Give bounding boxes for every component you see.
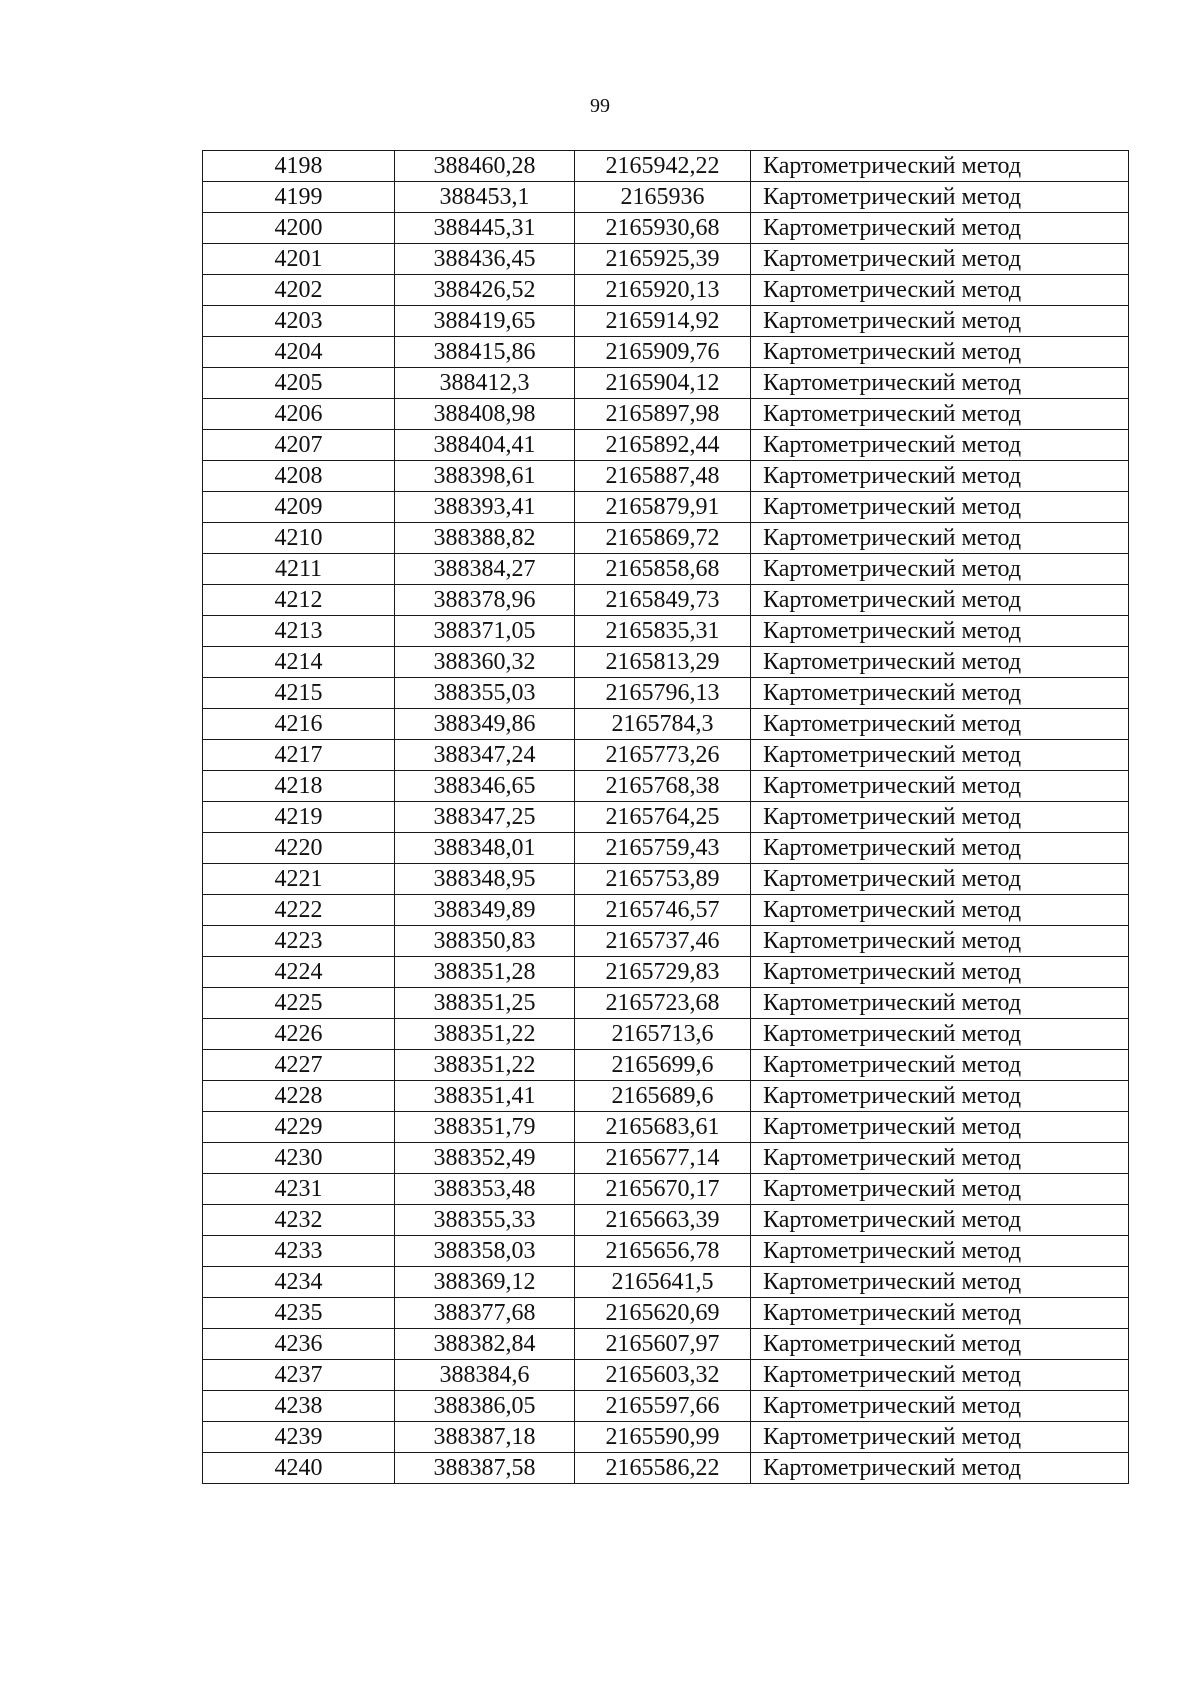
y-coordinate-cell: 2165607,97 (575, 1329, 751, 1360)
table-row (203, 1236, 1129, 1267)
y-coordinate-cell: 2165586,22 (575, 1453, 751, 1484)
method-cell: Картометрический метод (751, 1453, 1129, 1484)
method-cell: Картометрический метод (751, 988, 1129, 1019)
method-cell: Картометрический метод (751, 957, 1129, 988)
method-cell: Картометрический метод (751, 492, 1129, 523)
y-coordinate-cell: 2165729,83 (575, 957, 751, 988)
point-number-cell: 4221 (203, 864, 395, 895)
point-number-cell: 4234 (203, 1267, 395, 1298)
method-cell: Картометрический метод (751, 1360, 1129, 1391)
table-row (203, 1267, 1129, 1298)
table-row (203, 709, 1129, 740)
x-coordinate-cell: 388358,03 (395, 1236, 575, 1267)
table-row (203, 182, 1129, 213)
method-cell: Картометрический метод (751, 1236, 1129, 1267)
x-coordinate-cell: 388415,86 (395, 337, 575, 368)
method-cell: Картометрический метод (751, 151, 1129, 182)
table-row (203, 895, 1129, 926)
method-cell: Картометрический метод (751, 1298, 1129, 1329)
method-cell: Картометрический метод (751, 1050, 1129, 1081)
x-coordinate-cell: 388349,86 (395, 709, 575, 740)
x-coordinate-cell: 388351,25 (395, 988, 575, 1019)
table-row (203, 1205, 1129, 1236)
y-coordinate-cell: 2165887,48 (575, 461, 751, 492)
point-number-cell: 4222 (203, 895, 395, 926)
method-cell: Картометрический метод (751, 802, 1129, 833)
point-number-cell: 4211 (203, 554, 395, 585)
x-coordinate-cell: 388377,68 (395, 1298, 575, 1329)
y-coordinate-cell: 2165656,78 (575, 1236, 751, 1267)
x-coordinate-cell: 388412,3 (395, 368, 575, 399)
table-row (203, 151, 1129, 182)
table-row (203, 554, 1129, 585)
point-number-cell: 4217 (203, 740, 395, 771)
x-coordinate-cell: 388408,98 (395, 399, 575, 430)
y-coordinate-cell: 2165597,66 (575, 1391, 751, 1422)
method-cell: Картометрический метод (751, 1019, 1129, 1050)
y-coordinate-cell: 2165677,14 (575, 1143, 751, 1174)
y-coordinate-cell: 2165920,13 (575, 275, 751, 306)
x-coordinate-cell: 388351,22 (395, 1019, 575, 1050)
point-number-cell: 4223 (203, 926, 395, 957)
point-number-cell: 4212 (203, 585, 395, 616)
y-coordinate-cell: 2165603,32 (575, 1360, 751, 1391)
x-coordinate-cell: 388384,6 (395, 1360, 575, 1391)
x-coordinate-cell: 388404,41 (395, 430, 575, 461)
point-number-cell: 4214 (203, 647, 395, 678)
method-cell: Картометрический метод (751, 275, 1129, 306)
method-cell: Картометрический метод (751, 678, 1129, 709)
x-coordinate-cell: 388347,24 (395, 740, 575, 771)
table-row (203, 368, 1129, 399)
y-coordinate-cell: 2165909,76 (575, 337, 751, 368)
method-cell: Картометрический метод (751, 399, 1129, 430)
method-cell: Картометрический метод (751, 864, 1129, 895)
y-coordinate-cell: 2165620,69 (575, 1298, 751, 1329)
point-number-cell: 4207 (203, 430, 395, 461)
point-number-cell: 4239 (203, 1422, 395, 1453)
y-coordinate-cell: 2165737,46 (575, 926, 751, 957)
point-number-cell: 4233 (203, 1236, 395, 1267)
x-coordinate-cell: 388445,31 (395, 213, 575, 244)
method-cell: Картометрический метод (751, 1329, 1129, 1360)
method-cell: Картометрический метод (751, 182, 1129, 213)
coordinates-table-body (203, 151, 1129, 1484)
x-coordinate-cell: 388384,27 (395, 554, 575, 585)
table-row (203, 616, 1129, 647)
point-number-cell: 4200 (203, 213, 395, 244)
table-row (203, 1298, 1129, 1329)
point-number-cell: 4230 (203, 1143, 395, 1174)
x-coordinate-cell: 388353,48 (395, 1174, 575, 1205)
table-row (203, 1143, 1129, 1174)
y-coordinate-cell: 2165683,61 (575, 1112, 751, 1143)
point-number-cell: 4204 (203, 337, 395, 368)
point-number-cell: 4213 (203, 616, 395, 647)
table-row (203, 1360, 1129, 1391)
point-number-cell: 4229 (203, 1112, 395, 1143)
y-coordinate-cell: 2165858,68 (575, 554, 751, 585)
table-row (203, 1081, 1129, 1112)
x-coordinate-cell: 388351,79 (395, 1112, 575, 1143)
point-number-cell: 4236 (203, 1329, 395, 1360)
point-number-cell: 4224 (203, 957, 395, 988)
point-number-cell: 4218 (203, 771, 395, 802)
y-coordinate-cell: 2165590,99 (575, 1422, 751, 1453)
point-number-cell: 4210 (203, 523, 395, 554)
point-number-cell: 4216 (203, 709, 395, 740)
table-row (203, 1174, 1129, 1205)
table-row (203, 1050, 1129, 1081)
x-coordinate-cell: 388355,03 (395, 678, 575, 709)
table-row (203, 957, 1129, 988)
method-cell: Картометрический метод (751, 647, 1129, 678)
method-cell: Картометрический метод (751, 1112, 1129, 1143)
y-coordinate-cell: 2165897,98 (575, 399, 751, 430)
x-coordinate-cell: 388352,49 (395, 1143, 575, 1174)
table-row (203, 1453, 1129, 1484)
point-number-cell: 4203 (203, 306, 395, 337)
method-cell: Картометрический метод (751, 709, 1129, 740)
coordinates-table (202, 150, 1129, 1484)
y-coordinate-cell: 2165689,6 (575, 1081, 751, 1112)
y-coordinate-cell: 2165641,5 (575, 1267, 751, 1298)
method-cell: Картометрический метод (751, 244, 1129, 275)
y-coordinate-cell: 2165768,38 (575, 771, 751, 802)
point-number-cell: 4238 (203, 1391, 395, 1422)
x-coordinate-cell: 388348,95 (395, 864, 575, 895)
x-coordinate-cell: 388360,32 (395, 647, 575, 678)
point-number-cell: 4201 (203, 244, 395, 275)
y-coordinate-cell: 2165764,25 (575, 802, 751, 833)
method-cell: Картометрический метод (751, 1391, 1129, 1422)
point-number-cell: 4206 (203, 399, 395, 430)
method-cell: Картометрический метод (751, 430, 1129, 461)
x-coordinate-cell: 388453,1 (395, 182, 575, 213)
point-number-cell: 4235 (203, 1298, 395, 1329)
x-coordinate-cell: 388388,82 (395, 523, 575, 554)
method-cell: Картометрический метод (751, 1267, 1129, 1298)
y-coordinate-cell: 2165670,17 (575, 1174, 751, 1205)
table-row (203, 740, 1129, 771)
x-coordinate-cell: 388426,52 (395, 275, 575, 306)
table-row (203, 988, 1129, 1019)
point-number-cell: 4208 (203, 461, 395, 492)
method-cell: Картометрический метод (751, 461, 1129, 492)
table-row (203, 678, 1129, 709)
table-row (203, 864, 1129, 895)
table-row (203, 399, 1129, 430)
point-number-cell: 4227 (203, 1050, 395, 1081)
x-coordinate-cell: 388386,05 (395, 1391, 575, 1422)
point-number-cell: 4226 (203, 1019, 395, 1050)
point-number-cell: 4199 (203, 182, 395, 213)
method-cell: Картометрический метод (751, 554, 1129, 585)
y-coordinate-cell: 2165892,44 (575, 430, 751, 461)
table-row (203, 1329, 1129, 1360)
point-number-cell: 4232 (203, 1205, 395, 1236)
x-coordinate-cell: 388351,28 (395, 957, 575, 988)
table-row (203, 213, 1129, 244)
point-number-cell: 4198 (203, 151, 395, 182)
method-cell: Картометрический метод (751, 895, 1129, 926)
y-coordinate-cell: 2165699,6 (575, 1050, 751, 1081)
y-coordinate-cell: 2165936 (575, 182, 751, 213)
point-number-cell: 4225 (203, 988, 395, 1019)
x-coordinate-cell: 388351,22 (395, 1050, 575, 1081)
method-cell: Картометрический метод (751, 585, 1129, 616)
table-row (203, 1422, 1129, 1453)
x-coordinate-cell: 388382,84 (395, 1329, 575, 1360)
point-number-cell: 4228 (203, 1081, 395, 1112)
table-row (203, 244, 1129, 275)
table-row (203, 523, 1129, 554)
point-number-cell: 4219 (203, 802, 395, 833)
method-cell: Картометрический метод (751, 523, 1129, 554)
method-cell: Картометрический метод (751, 306, 1129, 337)
method-cell: Картометрический метод (751, 1422, 1129, 1453)
y-coordinate-cell: 2165723,68 (575, 988, 751, 1019)
method-cell: Картометрический метод (751, 1205, 1129, 1236)
x-coordinate-cell: 388393,41 (395, 492, 575, 523)
x-coordinate-cell: 388350,83 (395, 926, 575, 957)
x-coordinate-cell: 388348,01 (395, 833, 575, 864)
y-coordinate-cell: 2165835,31 (575, 616, 751, 647)
y-coordinate-cell: 2165713,6 (575, 1019, 751, 1050)
method-cell: Картометрический метод (751, 771, 1129, 802)
table-row (203, 802, 1129, 833)
y-coordinate-cell: 2165879,91 (575, 492, 751, 523)
method-cell: Картометрический метод (751, 616, 1129, 647)
x-coordinate-cell: 388347,25 (395, 802, 575, 833)
point-number-cell: 4240 (203, 1453, 395, 1484)
x-coordinate-cell: 388387,18 (395, 1422, 575, 1453)
point-number-cell: 4231 (203, 1174, 395, 1205)
table-row (203, 1112, 1129, 1143)
y-coordinate-cell: 2165942,22 (575, 151, 751, 182)
x-coordinate-cell: 388398,61 (395, 461, 575, 492)
table-row (203, 926, 1129, 957)
table-row (203, 430, 1129, 461)
x-coordinate-cell: 388349,89 (395, 895, 575, 926)
y-coordinate-cell: 2165796,13 (575, 678, 751, 709)
method-cell: Картометрический метод (751, 926, 1129, 957)
method-cell: Картометрический метод (751, 1081, 1129, 1112)
point-number-cell: 4215 (203, 678, 395, 709)
table-row (203, 1019, 1129, 1050)
method-cell: Картометрический метод (751, 368, 1129, 399)
y-coordinate-cell: 2165753,89 (575, 864, 751, 895)
x-coordinate-cell: 388369,12 (395, 1267, 575, 1298)
table-row (203, 461, 1129, 492)
point-number-cell: 4220 (203, 833, 395, 864)
x-coordinate-cell: 388419,65 (395, 306, 575, 337)
x-coordinate-cell: 388355,33 (395, 1205, 575, 1236)
y-coordinate-cell: 2165759,43 (575, 833, 751, 864)
y-coordinate-cell: 2165849,73 (575, 585, 751, 616)
x-coordinate-cell: 388436,45 (395, 244, 575, 275)
y-coordinate-cell: 2165663,39 (575, 1205, 751, 1236)
y-coordinate-cell: 2165773,26 (575, 740, 751, 771)
table-row (203, 337, 1129, 368)
method-cell: Картометрический метод (751, 833, 1129, 864)
y-coordinate-cell: 2165869,72 (575, 523, 751, 554)
y-coordinate-cell: 2165925,39 (575, 244, 751, 275)
point-number-cell: 4209 (203, 492, 395, 523)
point-number-cell: 4202 (203, 275, 395, 306)
method-cell: Картометрический метод (751, 1174, 1129, 1205)
point-number-cell: 4205 (203, 368, 395, 399)
x-coordinate-cell: 388346,65 (395, 771, 575, 802)
table-row (203, 771, 1129, 802)
y-coordinate-cell: 2165746,57 (575, 895, 751, 926)
method-cell: Картометрический метод (751, 1143, 1129, 1174)
y-coordinate-cell: 2165914,92 (575, 306, 751, 337)
table-row (203, 306, 1129, 337)
table-row (203, 492, 1129, 523)
x-coordinate-cell: 388387,58 (395, 1453, 575, 1484)
table-row (203, 1391, 1129, 1422)
point-number-cell: 4237 (203, 1360, 395, 1391)
table-row (203, 833, 1129, 864)
x-coordinate-cell: 388371,05 (395, 616, 575, 647)
x-coordinate-cell: 388351,41 (395, 1081, 575, 1112)
x-coordinate-cell: 388460,28 (395, 151, 575, 182)
method-cell: Картометрический метод (751, 213, 1129, 244)
x-coordinate-cell: 388378,96 (395, 585, 575, 616)
y-coordinate-cell: 2165784,3 (575, 709, 751, 740)
page-number: 99 (590, 95, 610, 117)
method-cell: Картометрический метод (751, 740, 1129, 771)
table-row (203, 275, 1129, 306)
table-row (203, 585, 1129, 616)
y-coordinate-cell: 2165930,68 (575, 213, 751, 244)
y-coordinate-cell: 2165904,12 (575, 368, 751, 399)
y-coordinate-cell: 2165813,29 (575, 647, 751, 678)
table-row (203, 647, 1129, 678)
method-cell: Картометрический метод (751, 337, 1129, 368)
